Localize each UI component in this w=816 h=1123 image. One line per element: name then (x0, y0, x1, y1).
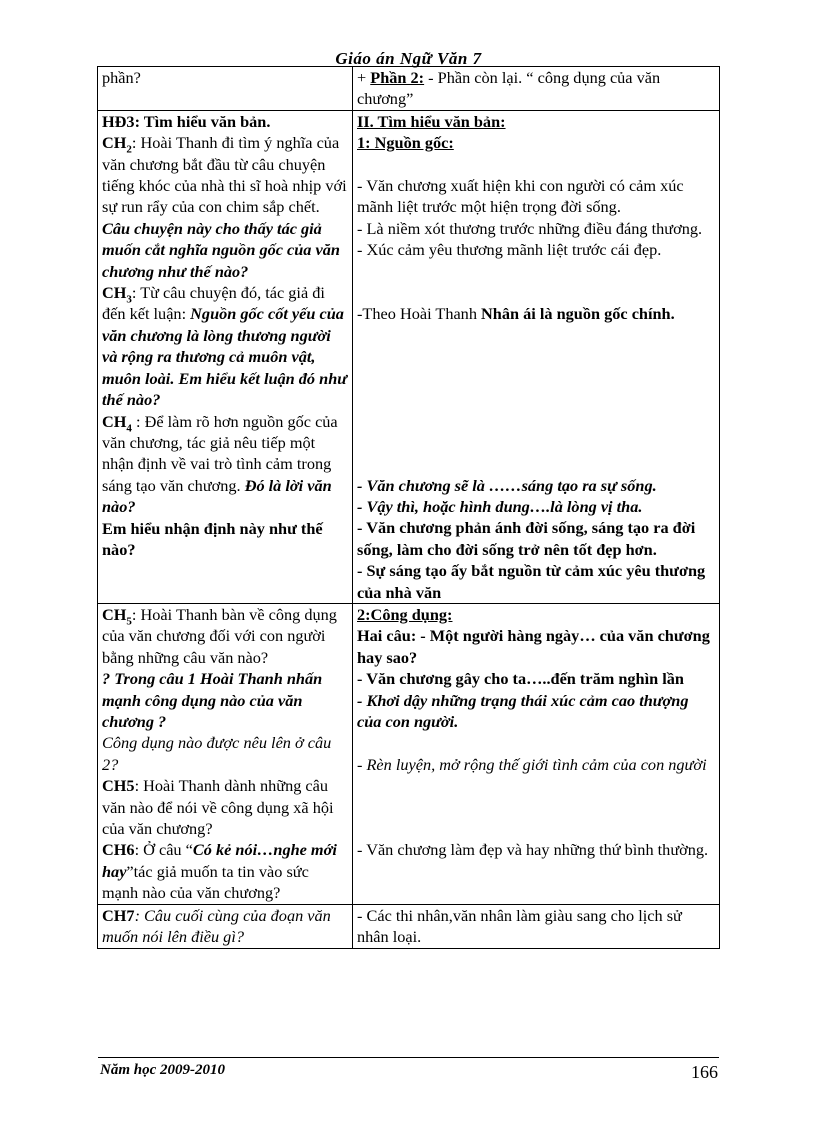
ch5b-question: CH5: Hoài Thanh dành những câu văn nào để nói về công dụng xã hội của văn chương? (102, 776, 334, 839)
footer-rule (98, 1057, 719, 1058)
ch4-followup: Em hiểu nhận định này như thế nào? (102, 518, 323, 559)
answer-line: - Vậy thì, hoặc hình dung….là lòng vị tha. (357, 496, 643, 516)
ch2-emphasis: Câu chuyện này cho thấy tác giả muốn cắt nghĩa nguồn gốc của văn chương như thế nào? (102, 218, 340, 281)
answer-line: - Văn chương gây cho ta…..đến trăm nghìn lần (357, 669, 684, 689)
ch5-label: $CH_5$ (102, 605, 132, 628)
left-text: phần? (102, 68, 141, 87)
ch6-question: CH6: Ở câu “Có kẻ nói…nghe mới hay”tác giả muốn ta tin vào sức mạnh nào của văn chương? (102, 840, 337, 903)
left-cell (98, 904, 353, 948)
hd3-heading: HĐ3: Tìm hiểu văn bản. (102, 111, 271, 131)
ch7-label: CH7 (102, 905, 135, 925)
right-cell (353, 67, 720, 111)
question-italic: Công dụng nào được nêu lên ở câu 2? (102, 733, 332, 774)
ch3-label: $CH_3$ (102, 283, 132, 306)
left-cell (98, 110, 353, 603)
subsection-origin: 1: Nguồn gốc: (357, 133, 454, 153)
subsection-function: 2:Công dụng: (357, 605, 453, 624)
answer-line: - Xúc cảm yêu thương mãnh liệt trước cái đẹp. (357, 240, 662, 260)
part2-prefix: + (357, 68, 371, 87)
ch3-emphasis: Nguồn gốc cốt yếu của văn chương là lòng thương người và rộng ra thương cả muôn vật, muôn loài. Em hiểu kết luận đó như thế nào? (102, 304, 347, 410)
page-header: Giáo án Ngữ Văn 7 (335, 49, 482, 68)
answer-line: - Văn chương làm đẹp và hay những thứ bình thường. (357, 840, 709, 860)
answer-line: - Là niềm xót thương trước những điều đáng thương. (357, 218, 703, 238)
ch2-question: $CH_2$: Hoài Thanh đi tìm ý nghĩa của văn chương bắt đầu từ câu chuyện tiếng khóc của nhà thi sĩ hoà nhịp với sự run rẩy của con chim sắp chết. Câu chuyện này cho thấy tác giả muốn cắt nghĩa nguồn gốc của văn chương như thế nào? (102, 133, 347, 281)
footer-year: Năm học 2009-2010 (100, 1062, 225, 1078)
page-number: 166 (691, 1062, 718, 1082)
section-title: II. Tìm hiểu văn bản: (357, 111, 506, 131)
ch4-question: $CH_4$ : Để làm rõ hơn nguồn gốc của văn chương, tác giả nêu tiếp một nhận định về vai trò tình cảm trong sáng tạo văn chương. Đó là lời văn nào? (102, 411, 338, 517)
part2-label: Phần 2: (370, 68, 425, 87)
answer-line: - Sự sáng tạo ấy bắt nguồn từ cảm xúc yêu thương của nhà văn (357, 561, 706, 602)
ch6-label: CH6 (102, 840, 135, 860)
ch3-question: $CH_3$: Từ câu chuyện đó, tác giả đi đến kết luận: Nguồn gốc cốt yếu của văn chương là lòng thương người và rộng ra thương cả muôn vật, muôn loài. Em hiểu kết luận đó như thế nào? (102, 283, 347, 410)
table-row (98, 904, 720, 948)
ch5b-label: CH5 (102, 776, 135, 796)
question-emphasis: ? Trong câu 1 Hoài Thanh nhấn mạnh công dụng nào của văn chương ? (102, 669, 323, 732)
answer-line: -Theo Hoài Thanh Nhân ái là nguồn gốc chính. (357, 304, 675, 324)
left-cell (98, 604, 353, 905)
ch5-question: $CH_5$: Hoài Thanh bàn về công dụng của văn chương đối với con người bằng những câu văn nào? (102, 605, 337, 667)
answer-line: - Văn chương phản ánh đời sống, sáng tạo ra đời sống, làm cho đời sống trở nên tốt đẹp hơn. (357, 518, 696, 559)
part2-text (357, 67, 716, 110)
left-cell (98, 67, 353, 111)
ch7-question: CH7: Câu cuối cùng của đoạn văn muốn nói lên điều gì? (102, 905, 331, 947)
answer-line: - Khơi dậy những trạng thái xúc cảm cao thượng của con người. (357, 690, 689, 732)
ch6-quote: Có kẻ nói…nghe mới hay (102, 840, 337, 881)
right-cell (353, 110, 720, 603)
answer-line: - Văn chương xuất hiện khi con người có cảm xúc mãnh liệt trước một hiện trọng đời sống. (357, 176, 684, 217)
lesson-table (97, 66, 720, 949)
answer-emphasis: Nhân ái là nguồn gốc chính. (481, 304, 675, 324)
part2-desc: - Phần còn lại. “ công dụng của văn chương” (357, 68, 661, 109)
right-cell (353, 904, 720, 948)
ch4-label: $CH_4$ (102, 411, 132, 434)
ch4-emphasis: Đó là lời văn nào? (102, 475, 332, 517)
right-cell (353, 604, 720, 905)
ch2-label: $CH_2$ (102, 133, 132, 156)
answer-line: - Rèn luyện, mở rộng thế giới tình cảm của con người (357, 754, 707, 774)
table-row (98, 67, 720, 111)
answer-line: Hai câu: - Một người hàng ngày… của văn chương hay sao? (357, 626, 710, 667)
answer-line: - Các thi nhân,văn nhân làm giàu sang cho lịch sử nhân loại. (357, 905, 682, 947)
table-row (98, 604, 720, 905)
answer-line: - Văn chương sẽ là ……sáng tạo ra sự sống. (357, 475, 657, 495)
table-row (98, 110, 720, 603)
